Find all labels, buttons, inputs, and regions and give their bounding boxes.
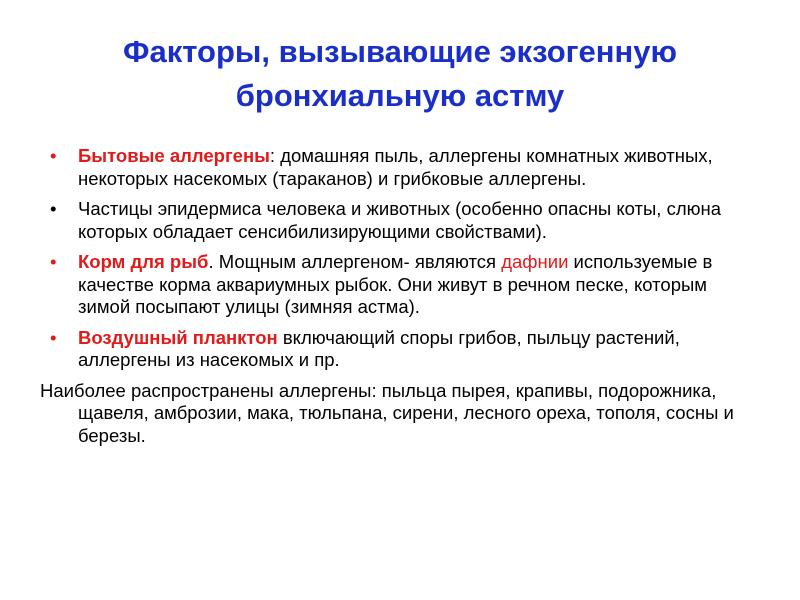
item-heading: Корм для рыб: [78, 251, 209, 272]
item-text: Частицы эпидермиса человека и животных (особенно опасны коты, слюна которых обладает сенсибилизирующими свойствами).: [78, 198, 722, 242]
item-text-after: используемые в качестве корма аквариумных рыбок. Они живут в речном песке, которым зимой посыпают улицы (зимняя астма).: [78, 251, 713, 317]
bullet-item-air-plankton: [40, 327, 750, 372]
item-text-before: . Мощным аллергеном- являются: [208, 251, 502, 272]
bullet-item-epidermis: [40, 198, 750, 243]
bullet-item-fish-food: [40, 251, 750, 319]
item-highlight: дафнии: [501, 251, 569, 272]
bullet-icon: •: [50, 145, 57, 166]
item-heading: Воздушный планктон: [78, 326, 278, 348]
item-text: включающий споры грибов, пыльцу растений, аллергены из насекомых и пр.: [78, 326, 680, 370]
bullet-icon: •: [50, 198, 57, 219]
slide-body: [40, 145, 750, 447]
item-heading: Бытовые аллергены: [78, 145, 270, 166]
slide-title: Факторы, вызывающие экзогенную бронхиальную астму: [123, 34, 677, 113]
closing-paragraph: Наиболее распространены аллергены: пыльца пырея, крапивы, подорожника, щавеля, амброзии, мака, тюльпана, сирени, лесного ореха, тополя, сосны и березы.: [40, 379, 734, 446]
bullet-item-household-allergens: [40, 145, 750, 190]
item-text: : домашняя пыль, аллергены комнатных животных, некоторых насекомых (тараканов) и грибковые аллергены.: [78, 145, 713, 189]
bullet-icon: •: [50, 326, 57, 348]
bullet-icon: •: [50, 251, 57, 272]
